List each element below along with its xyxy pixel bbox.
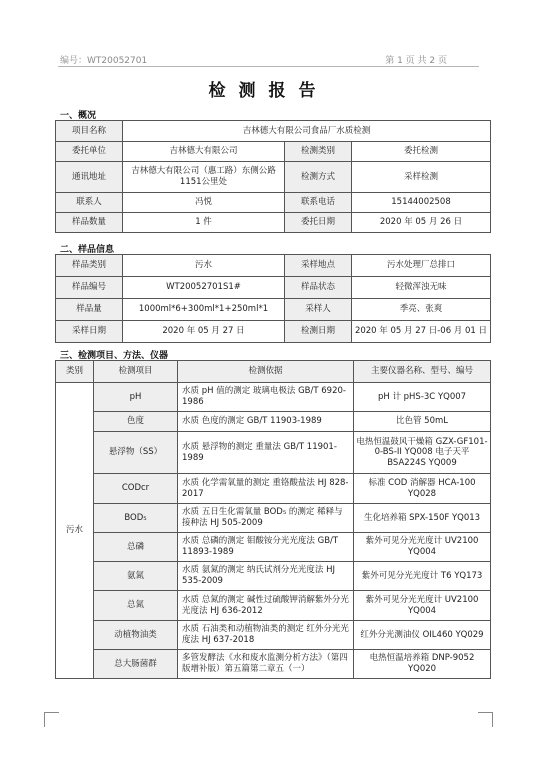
col-basis-header: 检测依据 [178, 361, 354, 383]
overview-table [55, 120, 491, 233]
methods-table [55, 360, 491, 679]
instrument-cell: 紫外可见分光光度计 UV2100 YQ004 [354, 591, 491, 621]
report-title: 检测报告 [208, 81, 329, 101]
commission-date-value: 2020 年 05 月 26 日 [352, 213, 491, 233]
col-item-header: 检测项目 [94, 361, 178, 383]
basis-cell: 水质 pH 值的测定 玻璃电极法 GB/T 6920-1986 [178, 383, 354, 412]
header-rule [58, 66, 479, 67]
phone-label: 联系电话 [285, 193, 352, 213]
item-cell: pH [94, 383, 178, 412]
basis-cell: 水质 悬浮物的测定 重量法 GB/T 11901-1989 [178, 432, 354, 474]
sample-amount-value: 1000ml*6+300ml*1+250ml*1 [123, 299, 285, 321]
quantity-label: 样品数量 [56, 213, 123, 233]
sample-code-value: WT20052701S1# [123, 277, 285, 299]
crop-mark-left [44, 712, 59, 727]
instrument-cell: 电热恒温培养箱 DNP-9052 YQ020 [354, 650, 491, 679]
item-cell: 总氮 [94, 591, 178, 621]
testing-date-label: 检测日期 [285, 321, 352, 343]
sample-category-value: 污水 [123, 255, 285, 277]
basis-cell: 水质 石油类和动植物油类的测定 红外分光光度法 HJ 637-2018 [178, 621, 354, 650]
instrument-cell: 标准 COD 消解器 HCA-100 YQ028 [354, 474, 491, 504]
client-value: 吉林德大有限公司 [123, 142, 285, 162]
sample-amount-label: 样品量 [56, 299, 123, 321]
report-number: 编号：WT20052701 [60, 56, 148, 66]
instrument-cell: 比色管 50mL [354, 412, 491, 432]
basis-cell: 水质 五日生化需氧量 BOD₅ 的测定 稀释与接种法 HJ 505-2009 [178, 504, 354, 533]
table-row [56, 412, 491, 432]
sample-state-value: 轻微浑浊无味 [352, 277, 491, 299]
item-cell: 总大肠菌群 [94, 650, 178, 679]
address-value: 吉林德大有限公司（惠工路）东侧公路1151公里处 [123, 162, 285, 193]
col-type-header: 类别 [56, 361, 94, 383]
address-label: 通讯地址 [56, 162, 123, 193]
table-row [56, 383, 491, 412]
basis-cell: 水质 色度的测定 GB/T 11903-1989 [178, 412, 354, 432]
contact-value: 冯悦 [123, 193, 285, 213]
item-cell: 悬浮物（SS） [94, 432, 178, 474]
sampling-date-value: 2020 年 05 月 27 日 [123, 321, 285, 343]
section-overview-heading: 一、概况 [60, 111, 97, 121]
col-instrument-header: 主要仪器名称、型号、编号 [354, 361, 491, 383]
basis-cell: 水质 总氮的测定 碱性过硫酸钾消解紫外分光光度法 HJ 636-2012 [178, 591, 354, 621]
item-cell: BOD₅ [94, 504, 178, 533]
project-label: 项目名称 [56, 121, 123, 142]
section-sample-heading: 二、样品信息 [60, 245, 115, 255]
sample-state-label: 样品状态 [285, 277, 352, 299]
sampler-label: 采样人 [285, 299, 352, 321]
table-row [56, 504, 491, 533]
table-row [56, 474, 491, 504]
type-cell: 污水 [56, 383, 94, 679]
sampling-date-label: 采样日期 [56, 321, 123, 343]
sample-category-label: 样品类别 [56, 255, 123, 277]
table-row [56, 591, 491, 621]
method-value: 采样检测 [352, 162, 491, 193]
instrument-cell: pH 计 pHS-3C YQ007 [354, 383, 491, 412]
table-row [56, 533, 491, 562]
sampler-value: 季亮、张爽 [352, 299, 491, 321]
test-type-value: 委托检测 [352, 142, 491, 162]
item-cell: 氨氮 [94, 562, 178, 591]
table-row [56, 432, 491, 474]
testing-date-value: 2020 年 05 月 27 日-06 月 01 日 [352, 321, 491, 343]
project-value: 吉林德大有限公司食品厂水质检测 [123, 121, 491, 142]
sample-table [55, 254, 491, 343]
sample-code-label: 样品编号 [56, 277, 123, 299]
basis-cell: 水质 氨氮的测定 纳氏试剂分光光度法 HJ 535-2009 [178, 562, 354, 591]
test-type-label: 检测类别 [285, 142, 352, 162]
basis-cell: 水质 总磷的测定 钼酸铵分光光度法 GB/T 11893-1989 [178, 533, 354, 562]
table-row [56, 650, 491, 679]
page-indicator: 第 1 页 共 2 页 [385, 56, 447, 66]
item-cell: CODcr [94, 474, 178, 504]
item-cell: 动植物油类 [94, 621, 178, 650]
instrument-cell: 生化培养箱 SPX-150F YQ013 [354, 504, 491, 533]
instrument-cell: 红外分光测油仪 OIL460 YQ029 [354, 621, 491, 650]
client-label: 委托单位 [56, 142, 123, 162]
instrument-cell: 电热恒温鼓风干燥箱 GZX-GF101-0-BS-II YQ008 电子天平 BSA224S YQ009 [354, 432, 491, 474]
instrument-cell: 紫外可见分光光度计 UV2100 YQ004 [354, 533, 491, 562]
basis-cell: 水质 化学需氧量的测定 重铬酸盐法 HJ 828-2017 [178, 474, 354, 504]
contact-label: 联系人 [56, 193, 123, 213]
basis-cell: 多管发酵法《水和废水监测分析方法》（第四版增补版）第五篇第二章五（一） [178, 650, 354, 679]
instrument-cell: 紫外可见分光光度计 T6 YQ173 [354, 562, 491, 591]
table-row [56, 621, 491, 650]
table-row [56, 562, 491, 591]
item-cell: 总磷 [94, 533, 178, 562]
phone-value: 15144002508 [352, 193, 491, 213]
commission-date-label: 委托日期 [285, 213, 352, 233]
quantity-value: 1 件 [123, 213, 285, 233]
method-label: 检测方式 [285, 162, 352, 193]
sampling-site-value: 污水处理厂总排口 [352, 255, 491, 277]
item-cell: 色度 [94, 412, 178, 432]
sampling-site-label: 采样地点 [285, 255, 352, 277]
section-methods-heading: 三、检测项目、方法、仪器 [60, 351, 169, 361]
crop-mark-right [478, 712, 493, 727]
